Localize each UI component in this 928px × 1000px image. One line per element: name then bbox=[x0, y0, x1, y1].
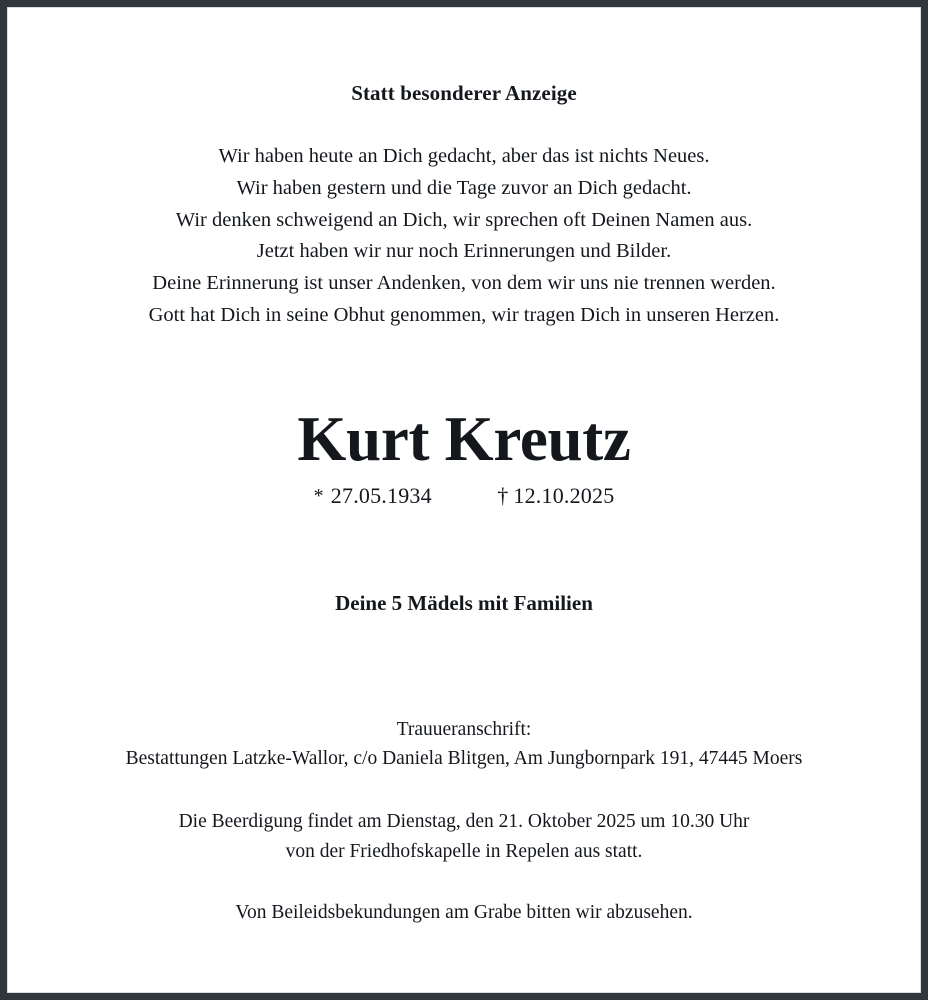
address-label: Trauueranschrift: bbox=[396, 719, 532, 740]
poem-line: Gott hat Dich in seine Obhut genommen, wir tragen Dich in unseren Herzen. bbox=[148, 303, 780, 326]
funeral-line: Die Beerdigung findet am Dienstag, den 21. Oktober 2025 um 10.30 Uhr bbox=[178, 811, 750, 832]
death-cross-icon: † bbox=[497, 483, 509, 508]
poem-line: Deine Erinnerung ist unser Andenken, von dem wir uns nie trennen werden. bbox=[152, 272, 776, 295]
life-dates bbox=[8, 482, 920, 511]
obituary-card bbox=[7, 7, 921, 993]
intro-heading: Statt besonderer Anzeige bbox=[351, 81, 577, 105]
funeral-details-block bbox=[8, 807, 920, 866]
death-date: 12.10.2025 bbox=[513, 483, 615, 508]
birth-date: 27.05.1934 bbox=[330, 483, 432, 508]
poem-line: Wir denken schweigend an Dich, wir sprechen oft Deinen Namen aus. bbox=[175, 208, 753, 231]
funeral-line: von der Friedhofskapelle in Repelen aus statt. bbox=[285, 840, 643, 862]
death-date-group bbox=[497, 482, 614, 511]
memorial-poem bbox=[8, 141, 920, 332]
survivors-line: Deine 5 Mädels mit Familien bbox=[335, 591, 593, 615]
poem-line: Wir haben gestern und die Tage zuvor an Dich gedacht. bbox=[236, 176, 692, 199]
obituary-content bbox=[8, 8, 920, 992]
mourning-address-block bbox=[8, 715, 920, 773]
closing-note: Von Beileidsbekundungen am Grabe bitten wir abzusehen. bbox=[235, 902, 693, 923]
poem-line: Wir haben heute an Dich gedacht, aber das ist nichts Neues. bbox=[218, 145, 710, 167]
address-line: Bestattungen Latzke-Wallor, c/o Daniela Blitgen, Am Jungbornpark 191, 47445 Moers bbox=[125, 748, 803, 769]
deceased-name: Kurt Kreutz bbox=[297, 404, 631, 474]
poem-line: Jetzt haben wir nur noch Erinnerungen und Bilder. bbox=[256, 240, 672, 263]
birth-star-icon: * bbox=[313, 485, 324, 507]
birth-date-group bbox=[314, 482, 432, 511]
